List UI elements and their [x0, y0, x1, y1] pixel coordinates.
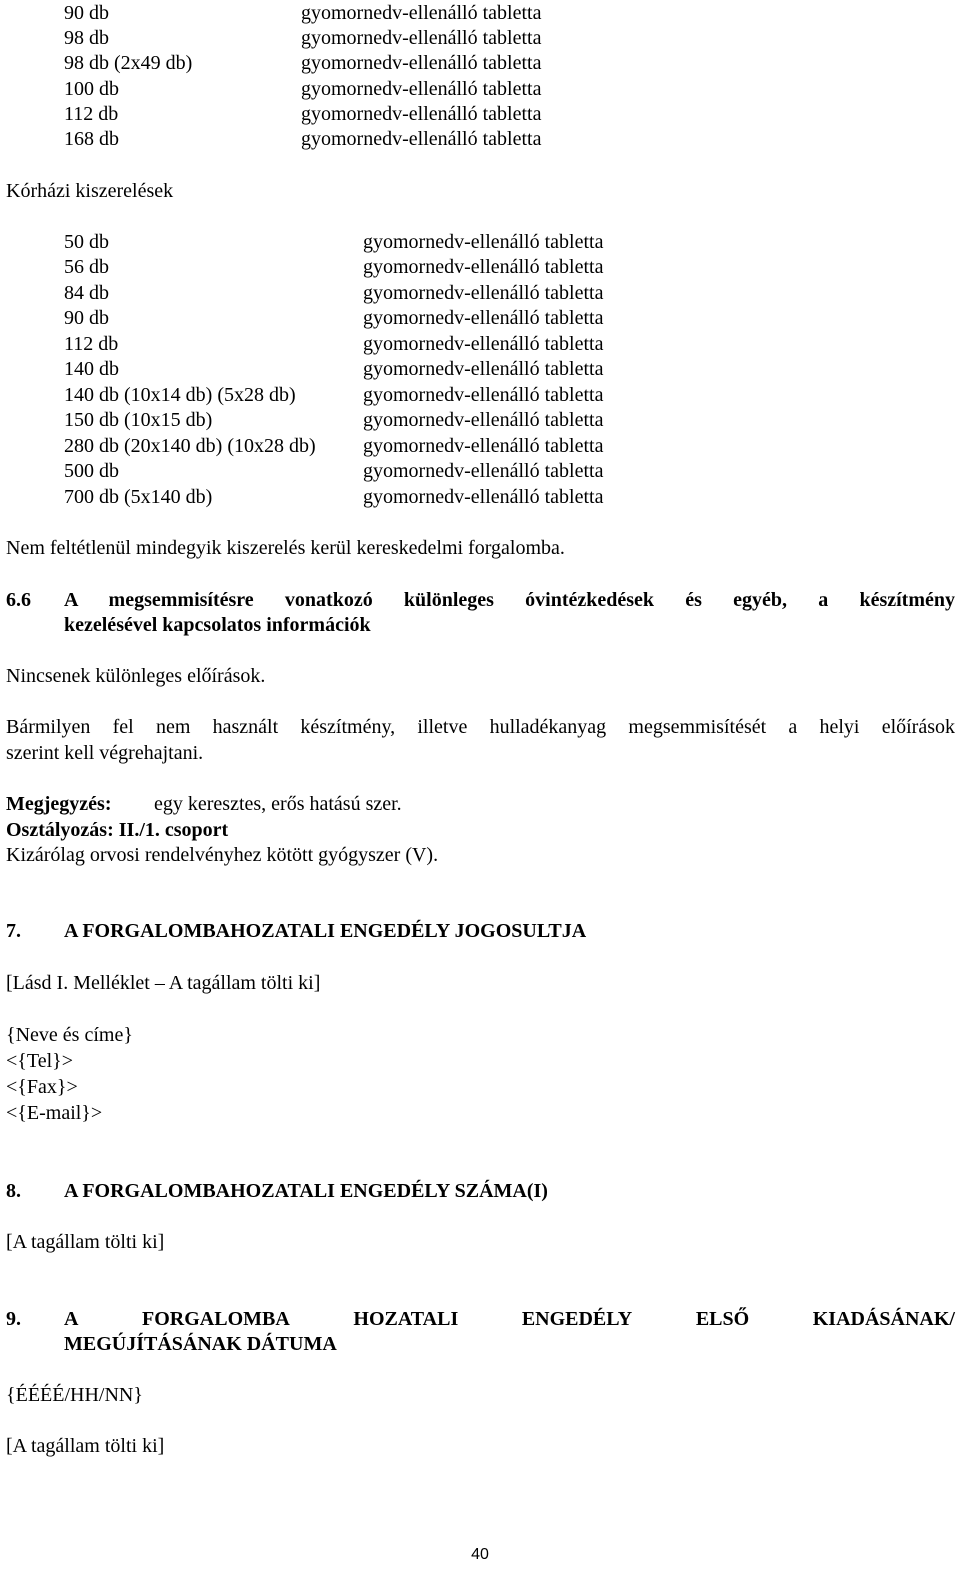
section-title-line2: MEGÚJÍTÁSÁNAK DÁTUMA [64, 1333, 337, 1355]
pack-form: gyomornedv-ellenálló tabletta [363, 231, 604, 253]
title-word: ENGEDÉLY [521, 1308, 633, 1330]
pack-form: gyomornedv-ellenálló tabletta [363, 307, 604, 329]
pack-quantity: 280 db (20x140 db) (10x28 db) [64, 435, 316, 457]
pack-form: gyomornedv-ellenálló tabletta [363, 435, 604, 457]
section-number: 7. [6, 920, 21, 942]
holder-name: {Neve és címe} [6, 1024, 133, 1046]
title-word: FORGALOMBA [142, 1308, 290, 1330]
classification: Osztályozás: II./1. csoport [6, 819, 229, 841]
pack-form: gyomornedv-ellenálló tabletta [363, 460, 604, 482]
pack-form: gyomornedv-ellenálló tabletta [301, 103, 542, 125]
note-text: egy keresztes, erős hatású szer. [154, 793, 402, 815]
pack-form: gyomornedv-ellenálló tabletta [301, 2, 542, 24]
title-word: A [64, 1308, 79, 1330]
section-9-date: {ÉÉÉÉ/HH/NN} [6, 1384, 143, 1406]
pack-form: gyomornedv-ellenálló tabletta [301, 78, 542, 100]
pack-form: gyomornedv-ellenálló tabletta [363, 384, 604, 406]
pack-form: gyomornedv-ellenálló tabletta [301, 27, 542, 49]
pack-form: gyomornedv-ellenálló tabletta [363, 358, 604, 380]
title-word: HOZATALI [353, 1308, 459, 1330]
section-title: A FORGALOMBAHOZATALI ENGEDÉLY SZÁMA(I) [64, 1180, 548, 1202]
pack-quantity: 84 db [64, 282, 109, 304]
section-7-reference: [Lásd I. Melléklet – A tagállam tölti ki] [6, 972, 321, 994]
section-number: 9. [6, 1308, 21, 1330]
no-special-requirements: Nincsenek különleges előírások. [6, 665, 266, 687]
pack-form: gyomornedv-ellenálló tabletta [363, 333, 604, 355]
section-title-line1: A megsemmisítésre vonatkozó különleges óvintézkedések és egyéb, a készítmény [64, 589, 955, 611]
title-word: KIADÁSÁNAK/ [812, 1308, 955, 1330]
pack-quantity: 98 db (2x49 db) [64, 52, 193, 74]
section-title-line1 [64, 1306, 955, 1332]
pack-quantity: 140 db [64, 358, 119, 380]
section-number: 6.6 [6, 589, 31, 611]
holder-tel: <{Tel}> [6, 1050, 74, 1072]
pack-quantity: 50 db [64, 231, 109, 253]
paragraph-line: Bármilyen fel nem használt készítmény, illetve hulladékanyag megsemmisítését a helyi előírások [6, 716, 955, 738]
pack-form: gyomornedv-ellenálló tabletta [301, 128, 542, 150]
pack-quantity: 112 db [64, 103, 119, 125]
prescription-status: Kizárólag orvosi rendelvényhez kötött gyógyszer (V). [6, 844, 439, 866]
pack-quantity: 700 db (5x140 db) [64, 486, 213, 508]
pack-quantity: 150 db (10x15 db) [64, 409, 213, 431]
note-label: Megjegyzés: [6, 793, 112, 815]
pack-quantity: 168 db [64, 128, 119, 150]
pack-quantity: 100 db [64, 78, 119, 100]
section-8-fill: [A tagállam tölti ki] [6, 1231, 165, 1253]
paragraph-line: szerint kell végrehajtani. [6, 742, 204, 764]
pack-quantity: 98 db [64, 27, 109, 49]
holder-email: <{E-mail}> [6, 1102, 103, 1124]
hospital-packs-heading: Kórházi kiszerelések [6, 180, 174, 202]
pack-quantity: 90 db [64, 307, 109, 329]
pack-form: gyomornedv-ellenálló tabletta [363, 409, 604, 431]
section-number: 8. [6, 1180, 21, 1202]
pack-quantity: 56 db [64, 256, 109, 278]
pack-form: gyomornedv-ellenálló tabletta [363, 282, 604, 304]
section-9-fill: [A tagállam tölti ki] [6, 1435, 165, 1457]
holder-fax: <{Fax}> [6, 1076, 78, 1098]
pack-quantity: 140 db (10x14 db) (5x28 db) [64, 384, 296, 406]
title-word: ELSŐ [695, 1308, 750, 1330]
pack-form: gyomornedv-ellenálló tabletta [363, 256, 604, 278]
pack-quantity: 90 db [64, 2, 109, 24]
page-number: 40 [471, 1546, 489, 1563]
pack-quantity: 500 db [64, 460, 119, 482]
marketing-note: Nem feltétlenül mindegyik kiszerelés kerül kereskedelmi forgalomba. [6, 537, 565, 559]
section-title-line2: kezelésével kapcsolatos információk [64, 614, 371, 636]
pack-form: gyomornedv-ellenálló tabletta [363, 486, 604, 508]
section-title: A FORGALOMBAHOZATALI ENGEDÉLY JOGOSULTJA [64, 920, 587, 942]
pack-quantity: 112 db [64, 333, 119, 355]
pack-form: gyomornedv-ellenálló tabletta [301, 52, 542, 74]
